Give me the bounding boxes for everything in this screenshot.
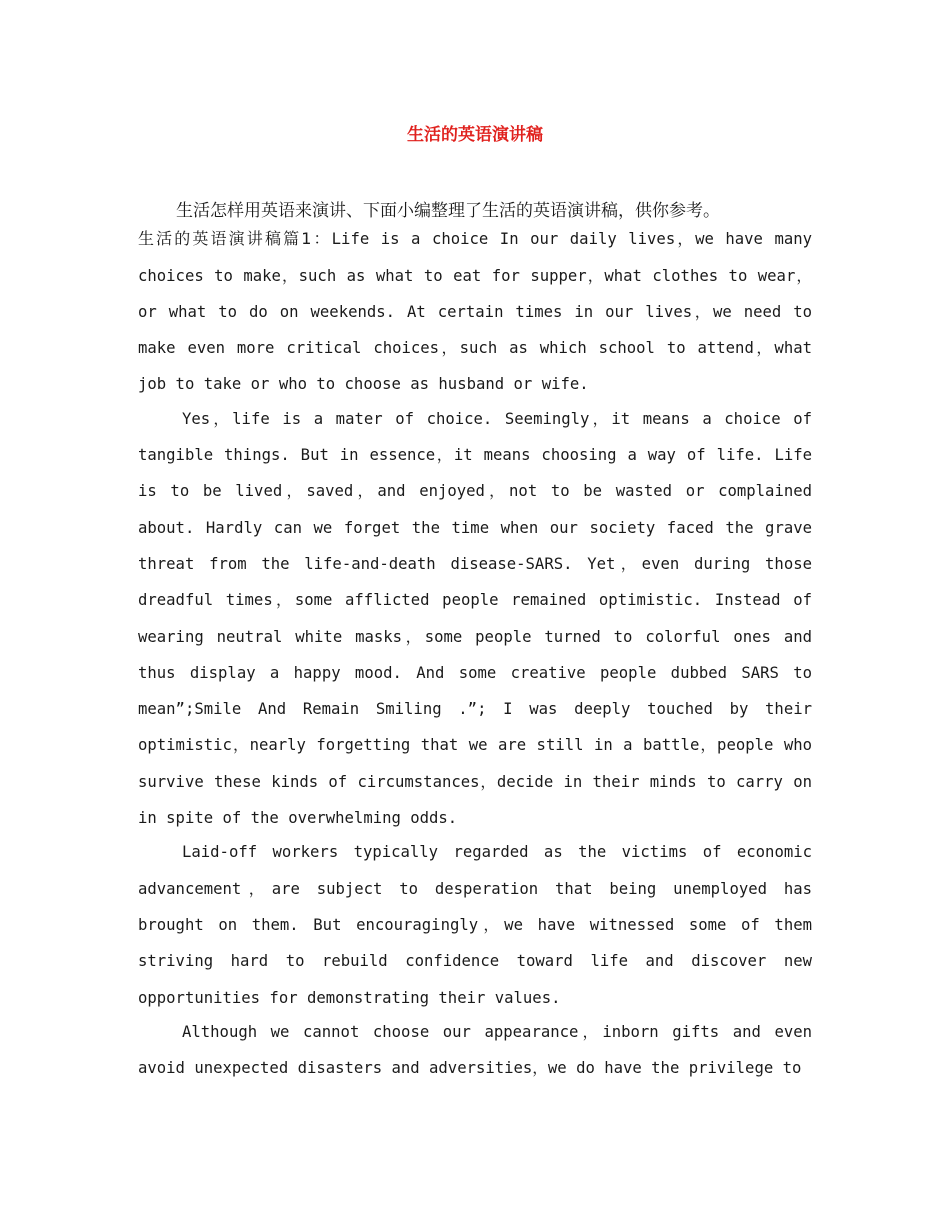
paragraph-2: Yes，life is a mater of choice. Seemingly，it means a choice of tangible things. But in essence，it means choosing a way of life. Life is to be lived，saved，and enjoyed，not to be wasted or complained about. Hardly can we forget the time when our society faced the grave threat from the life-and-death disease-SARS. Yet，even during those dreadful times，some afflicted people remained optimistic. Instead of wearing neutral white masks，some people turned to colorful ones and thus display a happy mood. And some creative people dubbed SARS to mean”;Smile And Remain Smiling .”; I was deeply touched by their optimistic，nearly forgetting that we are still in a battle，people who survive these kinds of circumstances，decide in their minds to carry on in spite of the overwhelming odds. bbox=[138, 409, 812, 828]
paragraph-4: Although we cannot choose our appearance，inborn gifts and even avoid unexpected disasters and adversities，we do have the privilege to bbox=[138, 1022, 812, 1078]
paragraph-1 bbox=[138, 221, 812, 402]
paragraph-1-heading: 生活的英语演讲稿篇1： bbox=[138, 229, 332, 249]
document-title: 生活的英语演讲稿 bbox=[407, 125, 543, 145]
intro-paragraph: 生活怎样用英语来演讲、下面小编整理了生活的英语演讲稿，供你参考。 bbox=[176, 201, 720, 221]
document-body bbox=[138, 193, 812, 1084]
paragraph-1-text: Life is a choice In our daily lives，we have many choices to make，such as what to eat for supper，what clothes to wear，or what to do on weekends. At certain times in our lives，we need to make even more critical choices，such as which school to attend，what job to take or who to choose as husband or wife. bbox=[138, 230, 812, 394]
paragraph-3: Laid-off workers typically regarded as the victims of economic advancement，are subject to desperation that being unemployed has brought on them. But encouragingly，we have witnessed some of them striving hard to rebuild confidence toward life and discover new opportunities for demonstrating their values. bbox=[138, 843, 812, 1007]
